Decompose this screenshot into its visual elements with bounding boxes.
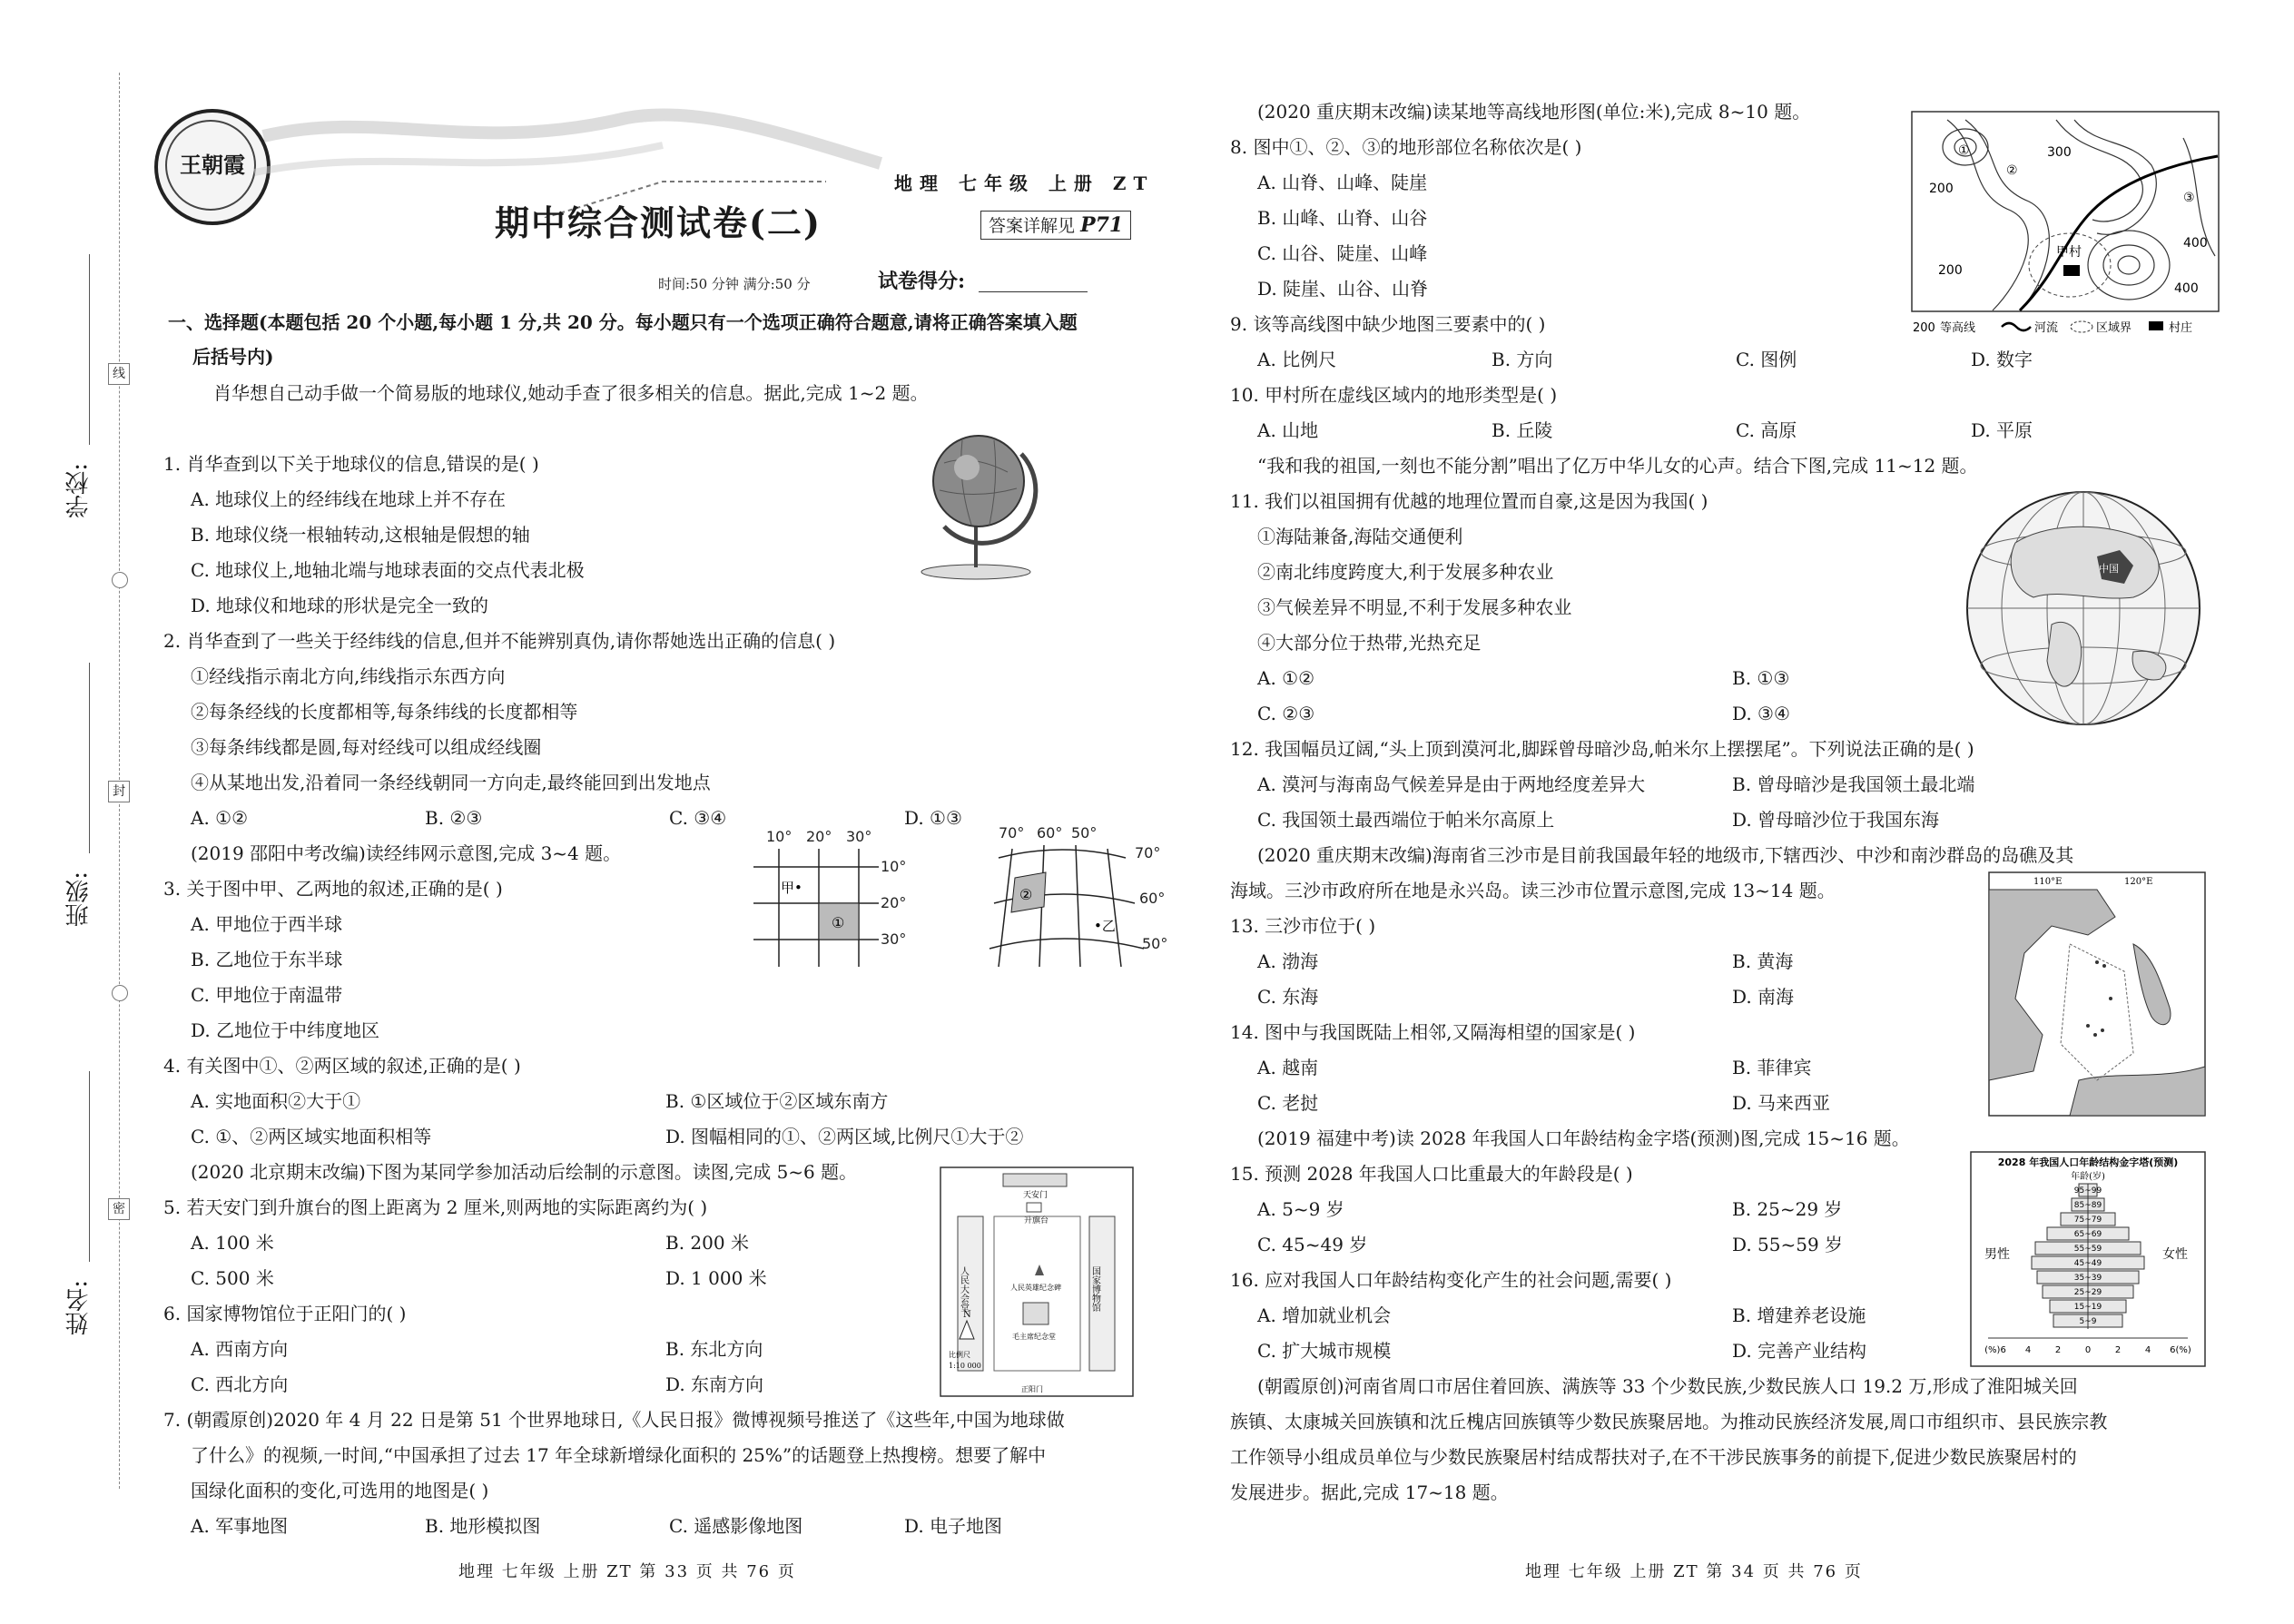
q3-option-d[interactable]: D. 乙地位于中纬度地区 — [191, 1019, 380, 1041]
map-scale-value: 1:10 000 — [949, 1362, 981, 1370]
q2-option-b[interactable]: B. ②③ — [425, 807, 483, 829]
answer-ref-label: 答案详解见 — [989, 216, 1076, 236]
intro-q17-18-line3: 工作领导小组成员单位与少数民族聚居村结成帮扶对子,在不干涉民族事务的前提下,促进少数民族聚居村的 — [1230, 1446, 2077, 1468]
map-label-tiananmen: 天安门 — [1023, 1191, 1049, 1200]
section-heading-cont: 后括号内) — [192, 346, 274, 368]
q14-option-c[interactable]: C. 老挝 — [1257, 1092, 1319, 1114]
map-label-monument: 人民英雄纪念碑 — [1010, 1284, 1061, 1292]
score-blank[interactable] — [979, 291, 1088, 292]
pyramid-age-label: 15~19 — [2073, 1303, 2102, 1312]
q2-statement-4: ④从某地出发,沿着同一条经线朝同一方向走,最终能回到出发地点 — [191, 772, 711, 793]
seal-mark-secret: 密 — [108, 1198, 130, 1220]
q16-option-a[interactable]: A. 增加就业机会 — [1257, 1304, 1392, 1326]
grid-region-1: ① — [832, 914, 845, 931]
grid-lon-label: 20° — [806, 828, 832, 845]
q13-option-a[interactable]: A. 渤海 — [1257, 950, 1319, 972]
pyramid-xtick: 4 — [2024, 1345, 2032, 1355]
q4-option-a[interactable]: A. 实地面积②大于① — [191, 1090, 361, 1112]
pyramid-female-label: 女性 — [2162, 1247, 2188, 1262]
q11-statement-2: ②南北纬度跨度大,利于发展多种农业 — [1257, 561, 1554, 583]
q11-option-d[interactable]: D. ③④ — [1732, 703, 1790, 724]
q2-option-c[interactable]: C. ③④ — [669, 807, 727, 829]
pyramid-age-label: 5~9 — [2079, 1317, 2097, 1326]
time-score-info: 时间:50 分钟 满分:50 分 — [658, 276, 811, 292]
q2-statement-3: ③每条纬线都是圆,每对经线可以组成经线圈 — [191, 736, 542, 758]
q11-statement-4: ④大部分位于热带,光热充足 — [1257, 632, 1482, 654]
map-scale-title: 比例尺 — [949, 1351, 970, 1359]
q7-stem-line1: 7. (朝霞原创)2020 年 4 月 22 日是第 51 个世界地球日,《人民日报》微博视频号推送了《这些年,中国为地球做 — [163, 1409, 1065, 1431]
q14-option-b[interactable]: B. 菲律宾 — [1732, 1057, 1812, 1078]
q8-option-b[interactable]: B. 山峰、山脊、山谷 — [1257, 207, 1428, 229]
q6-option-a[interactable]: A. 西南方向 — [191, 1338, 289, 1360]
legend-area-boundary: 区域界 — [2096, 321, 2132, 335]
q13-option-d[interactable]: D. 南海 — [1732, 986, 1795, 1008]
school-label: 学校: — [65, 463, 93, 518]
grid2-lat-label: 70° — [1135, 844, 1161, 861]
q9-option-d[interactable]: D. 数字 — [1971, 349, 2033, 370]
grid2-lat-label: 50° — [1142, 935, 1168, 952]
q3-option-b[interactable]: B. 乙地位于东半球 — [191, 949, 343, 970]
intro-q8-10: (2020 重庆期末改编)读某地等高线地形图(单位:米),完成 8~10 题。 — [1257, 101, 1811, 123]
tiananmen-square-map — [940, 1166, 1135, 1398]
q1-stem: 1. 肖华查到以下关于地球仪的信息,错误的是( ) — [163, 453, 539, 475]
school-underline — [89, 254, 90, 445]
q4-option-b[interactable]: B. ①区域位于②区域东南方 — [665, 1090, 889, 1112]
q3-option-c[interactable]: C. 甲地位于南温带 — [191, 984, 343, 1006]
q16-option-c[interactable]: C. 扩大城市规模 — [1257, 1340, 1392, 1362]
grid2-lon-label: 70° — [999, 824, 1025, 842]
map-lon-label: 120°E — [2124, 877, 2153, 887]
pyramid-age-label: 75~79 — [2073, 1216, 2102, 1225]
q15-option-c[interactable]: C. 45~49 岁 — [1257, 1234, 1368, 1255]
q2-option-d[interactable]: D. ①③ — [904, 807, 962, 829]
q16-option-d[interactable]: D. 完善产业结构 — [1732, 1340, 1867, 1362]
q9-option-b[interactable]: B. 方向 — [1492, 349, 1553, 370]
q14-option-d[interactable]: D. 马来西亚 — [1732, 1092, 1831, 1114]
map-label-great-hall: 人民大会堂 — [958, 1266, 969, 1312]
pyramid-age-label: 35~39 — [2073, 1274, 2102, 1283]
pyramid-male-label: 男性 — [1984, 1247, 2010, 1262]
grid-point-yi: •乙 — [1094, 918, 1116, 934]
latlon-grid-figure — [753, 822, 1171, 976]
legend-river: 河流 — [2034, 321, 2059, 335]
grid-lat-label: 30° — [881, 930, 907, 948]
q1-option-d[interactable]: D. 地球仪和地球的形状是完全一致的 — [191, 595, 489, 616]
pyramid-title: 2028 年我国人口年龄结构金字塔(预测) — [1997, 1156, 2179, 1168]
q10-option-a[interactable]: A. 山地 — [1257, 419, 1319, 441]
grid-lon-label: 10° — [766, 828, 793, 845]
map-north-arrow: N — [963, 1310, 971, 1320]
sansha-location-map — [1988, 871, 2206, 1117]
q11-stem: 11. 我们以祖国拥有优越的地理位置而自豪,这是因为我国( ) — [1230, 490, 1708, 512]
answer-reference-box — [980, 211, 1131, 240]
q3-option-a[interactable]: A. 甲地位于西半球 — [191, 913, 343, 935]
tag-subject: 地理 — [894, 172, 945, 194]
pyramid-xtick: 2 — [2114, 1345, 2122, 1355]
logo-text: 王朝霞 — [180, 152, 245, 178]
right-page-footer: 地理 七年级 上册 ZT 第 34 页 共 76 页 — [1525, 1562, 1863, 1581]
pyramid-xtick: 2 — [2054, 1345, 2062, 1355]
q5-option-a[interactable]: A. 100 米 — [191, 1232, 274, 1254]
tag-volume: 上册 — [1048, 172, 1099, 194]
legend-contour-value: 200 — [1913, 321, 1935, 335]
pyramid-age-label: 65~69 — [2073, 1230, 2102, 1239]
q14-stem: 14. 图中与我国既陆上相邻,又隔海相望的国家是( ) — [1230, 1021, 1636, 1043]
left-page-footer: 地理 七年级 上册 ZT 第 33 页 共 76 页 — [458, 1562, 796, 1581]
q15-option-d[interactable]: D. 55~59 岁 — [1732, 1234, 1844, 1255]
pyramid-age-label: 95~99 — [2073, 1186, 2102, 1196]
q9-option-c[interactable]: C. 图例 — [1736, 349, 1797, 370]
q11-option-a[interactable]: A. ①② — [1257, 667, 1315, 689]
contour-value: 300 — [2047, 145, 2072, 160]
tag-grade: 七年级 — [958, 172, 1035, 194]
q11-statement-1: ①海陆兼备,海陆交通便利 — [1257, 526, 1463, 547]
q6-option-d[interactable]: D. 东南方向 — [665, 1373, 764, 1395]
q4-option-d[interactable]: D. 图幅相同的①、②两区域,比例尺①大于② — [665, 1126, 1024, 1147]
seal-mark-seal: 封 — [108, 781, 130, 802]
map-label-zhengyangmen: 正阳门 — [1021, 1385, 1043, 1393]
q5-stem: 5. 若天安门到升旗台的图上距离为 2 厘米,则两地的实际距离约为( ) — [163, 1196, 708, 1218]
class-label: 班级: — [65, 871, 93, 927]
map-label-flag: 升旗台 — [1024, 1216, 1049, 1225]
legend-village: 村庄 — [2169, 321, 2193, 335]
name-label: 姓名: — [65, 1280, 93, 1335]
map-label-museum: 国家博物馆 — [1089, 1266, 1100, 1312]
q10-option-b[interactable]: B. 丘陵 — [1492, 419, 1553, 441]
q14-option-a[interactable]: A. 越南 — [1257, 1057, 1319, 1078]
q5-option-c[interactable]: C. 500 米 — [191, 1267, 274, 1289]
intro-q3-4: (2019 邵阳中考改编)读经纬网示意图,完成 3~4 题。 — [191, 842, 622, 864]
grid-lon-label: 30° — [846, 828, 872, 845]
q13-stem: 13. 三沙市位于( ) — [1230, 915, 1376, 937]
globe-label-china: 中国 — [2099, 563, 2119, 575]
contour-value: 400 — [2174, 281, 2199, 296]
q4-stem: 4. 有关图中①、②两区域的叙述,正确的是( ) — [163, 1055, 521, 1077]
q7-option-a[interactable]: A. 军事地图 — [191, 1515, 289, 1537]
q15-option-a[interactable]: A. 5~9 岁 — [1257, 1198, 1344, 1220]
name-underline — [89, 1071, 90, 1262]
grid2-lat-label: 60° — [1139, 890, 1166, 907]
contour-map — [1911, 111, 2220, 338]
q12-stem: 12. 我国幅员辽阔,“头上顶到漠河北,脚踩曾母暗沙岛,帕米尔上摆摆尾”。下列说法正确的是( ) — [1230, 738, 1974, 760]
q9-stem: 9. 该等高线图中缺少地图三要素中的( ) — [1230, 313, 1546, 335]
q10-option-c[interactable]: C. 高原 — [1736, 419, 1797, 441]
q7-stem-line3: 国绿化面积的变化,可选用的地图是( ) — [191, 1480, 489, 1501]
class-underline — [89, 663, 90, 853]
section-heading: 一、选择题(本题包括 20 个小题,每小题 1 分,共 20 分。每小题只有一个选项正确符合题意,请将正确答案填入题 — [168, 311, 1078, 333]
pyramid-xtick: 6(%) — [2170, 1345, 2191, 1355]
q2-statement-2: ②每条经线的长度都相等,每条纬线的长度都相等 — [191, 701, 578, 723]
q6-option-b[interactable]: B. 东北方向 — [665, 1338, 763, 1360]
population-pyramid-figure — [1970, 1151, 2206, 1369]
pyramid-age-axis: 年龄(岁) — [2071, 1172, 2105, 1182]
q1-option-b[interactable]: B. 地球仪绕一根轴转动,这根轴是假想的轴 — [191, 524, 530, 546]
intro-q17-18-line4: 发展进步。据此,完成 17~18 题。 — [1230, 1481, 1509, 1503]
pyramid-age-label: 85~89 — [2073, 1201, 2102, 1210]
grid-lat-label: 20° — [881, 894, 907, 911]
q8-option-a[interactable]: A. 山脊、山峰、陡崖 — [1257, 172, 1428, 193]
q5-option-b[interactable]: B. 200 米 — [665, 1232, 749, 1254]
q8-option-c[interactable]: C. 山谷、陡崖、山峰 — [1257, 242, 1428, 264]
pyramid-xtick: 0 — [2084, 1345, 2092, 1355]
q7-option-c[interactable]: C. 遥感影像地图 — [669, 1515, 803, 1537]
contour-value: 200 — [1938, 263, 1963, 278]
grid-region-2: ② — [1019, 886, 1033, 903]
intro-q17-18-line2: 族镇、太康城关回族镇和沈丘槐店回族镇等少数民族聚居地。为推动民族经济发展,周口市组织市、县民族宗教 — [1230, 1411, 2108, 1432]
q3-stem: 3. 关于图中甲、乙两地的叙述,正确的是( ) — [163, 878, 503, 900]
header-tags — [894, 169, 1154, 195]
grid-point-jia: 甲• — [781, 880, 802, 896]
q15-option-b[interactable]: B. 25~29 岁 — [1732, 1198, 1843, 1220]
q1-option-c[interactable]: C. 地球仪上,地轴北端与地球表面的交点代表北极 — [191, 559, 585, 581]
intro-q5-6: (2020 北京期末改编)下图为某同学参加活动后绘制的示意图。读图,完成 5~6 题。 — [191, 1161, 858, 1183]
grid2-lon-label: 50° — [1071, 824, 1098, 842]
contour-value: 200 — [1929, 182, 1954, 196]
tag-edition: ZT — [1112, 172, 1155, 194]
grid2-lon-label: 60° — [1037, 824, 1063, 842]
q15-stem: 15. 预测 2028 年我国人口比重最大的年龄段是( ) — [1230, 1163, 1633, 1185]
q12-option-c[interactable]: C. 我国领土最西端位于帕米尔高原上 — [1257, 809, 1555, 831]
contour-value: 400 — [2183, 236, 2208, 251]
q8-option-d[interactable]: D. 陡崖、山谷、山脊 — [1257, 278, 1429, 300]
q16-stem: 16. 应对我国人口年龄结构变化产生的社会问题,需要( ) — [1230, 1269, 1672, 1291]
pyramid-xtick: 4 — [2144, 1345, 2151, 1355]
q7-stem-line2: 了什么》的视频,一时间,“中国承担了过去 17 年全球新增绿化面积的 25%”的话题登上热搜榜。想要了解中 — [191, 1444, 1047, 1466]
q11-statement-3: ③气候差异不明显,不利于发展多种农业 — [1257, 596, 1572, 618]
world-globe-figure — [1961, 488, 2206, 729]
answer-ref-page: P71 — [1080, 213, 1124, 237]
legend-contour: 等高线 — [1940, 321, 1976, 335]
pyramid-age-label: 45~49 — [2073, 1259, 2102, 1268]
q10-stem: 10. 甲村所在虚线区域内的地形类型是( ) — [1230, 384, 1558, 406]
intro-q13-14-line2: 海域。三沙市政府所在地是永兴岛。读三沙市位置示意图,完成 13~14 题。 — [1230, 880, 1836, 901]
q2-option-a[interactable]: A. ①② — [191, 807, 249, 829]
q6-stem: 6. 国家博物馆位于正阳门的( ) — [163, 1303, 407, 1324]
q1-option-a[interactable]: A. 地球仪上的经纬线在地球上并不存在 — [191, 488, 507, 510]
q12-option-b[interactable]: B. 曾母暗沙是我国领土最北端 — [1732, 773, 1975, 795]
intro-q11-12: “我和我的祖国,一刻也不能分割”唱出了亿万中华儿女的心声。结合下图,完成 11~12 题。 — [1257, 455, 1978, 477]
q7-option-d[interactable]: D. 电子地图 — [904, 1515, 1003, 1537]
grid-lat-label: 10° — [881, 858, 907, 875]
pyramid-age-label: 25~29 — [2073, 1288, 2102, 1297]
q2-stem: 2. 肖华查到了一些关于经纬线的信息,但并不能辨别真伪,请你帮她选出正确的信息( ) — [163, 630, 836, 652]
pyramid-age-label: 55~59 — [2073, 1245, 2102, 1254]
q6-option-c[interactable]: C. 西北方向 — [191, 1373, 289, 1395]
q12-option-d[interactable]: D. 曾母暗沙位于我国东海 — [1732, 809, 1940, 831]
q10-option-d[interactable]: D. 平原 — [1971, 419, 2033, 441]
intro-q15-16: (2019 福建中考)读 2028 年我国人口年龄结构金字塔(预测)图,完成 15~16 题。 — [1257, 1127, 1910, 1149]
q5-option-d[interactable]: D. 1 000 米 — [665, 1267, 767, 1289]
map-label-mausoleum: 毛主席纪念堂 — [1012, 1333, 1056, 1341]
contour-label-3: ③ — [2183, 191, 2195, 205]
intro-q13-14-line1: (2020 重庆期末改编)海南省三沙市是目前我国最年轻的地级市,下辖西沙、中沙和南沙群岛的岛礁及其 — [1257, 844, 2074, 866]
intro-q17-18-line1: (朝霞原创)河南省周口市居住着回族、满族等 33 个少数民族,少数民族人口 19.2 万,形成了淮阳城关回 — [1257, 1375, 2078, 1397]
contour-label-2: ② — [2006, 163, 2018, 178]
intro-q1-2: 肖华想自己动手做一个简易版的地球仪,她动手查了很多相关的信息。据此,完成 1~2 题。 — [213, 382, 929, 404]
q13-option-c[interactable]: C. 东海 — [1257, 986, 1319, 1008]
q16-option-b[interactable]: B. 增建养老设施 — [1732, 1304, 1866, 1326]
page-title: 期中综合测试卷(二) — [495, 202, 822, 243]
q8-stem: 8. 图中①、②、③的地形部位名称依次是( ) — [1230, 136, 1582, 158]
pyramid-xtick: (%)6 — [1984, 1345, 2006, 1355]
binding-hole — [112, 572, 128, 588]
map-lon-label: 110°E — [2033, 877, 2063, 887]
q13-option-b[interactable]: B. 黄海 — [1732, 950, 1794, 972]
q2-statement-1: ①经线指示南北方向,纬线指示东西方向 — [191, 665, 506, 687]
q4-option-c[interactable]: C. ①、②两区域实地面积相等 — [191, 1126, 432, 1147]
globe-figure — [908, 418, 1044, 581]
q9-option-a[interactable]: A. 比例尺 — [1257, 349, 1337, 370]
q12-option-a[interactable]: A. 漠河与海南岛气候差异是由于两地经度差异大 — [1257, 773, 1646, 795]
q11-option-b[interactable]: B. ①③ — [1732, 667, 1790, 689]
q11-option-c[interactable]: C. ②③ — [1257, 703, 1315, 724]
q7-option-b[interactable]: B. 地形模拟图 — [425, 1515, 541, 1537]
seal-mark-line: 线 — [108, 363, 130, 385]
contour-village-label: 甲村 — [2056, 245, 2082, 260]
contour-label-1: ① — [1958, 143, 1970, 158]
score-label: 试卷得分: — [878, 270, 966, 293]
binding-hole — [112, 985, 128, 1001]
